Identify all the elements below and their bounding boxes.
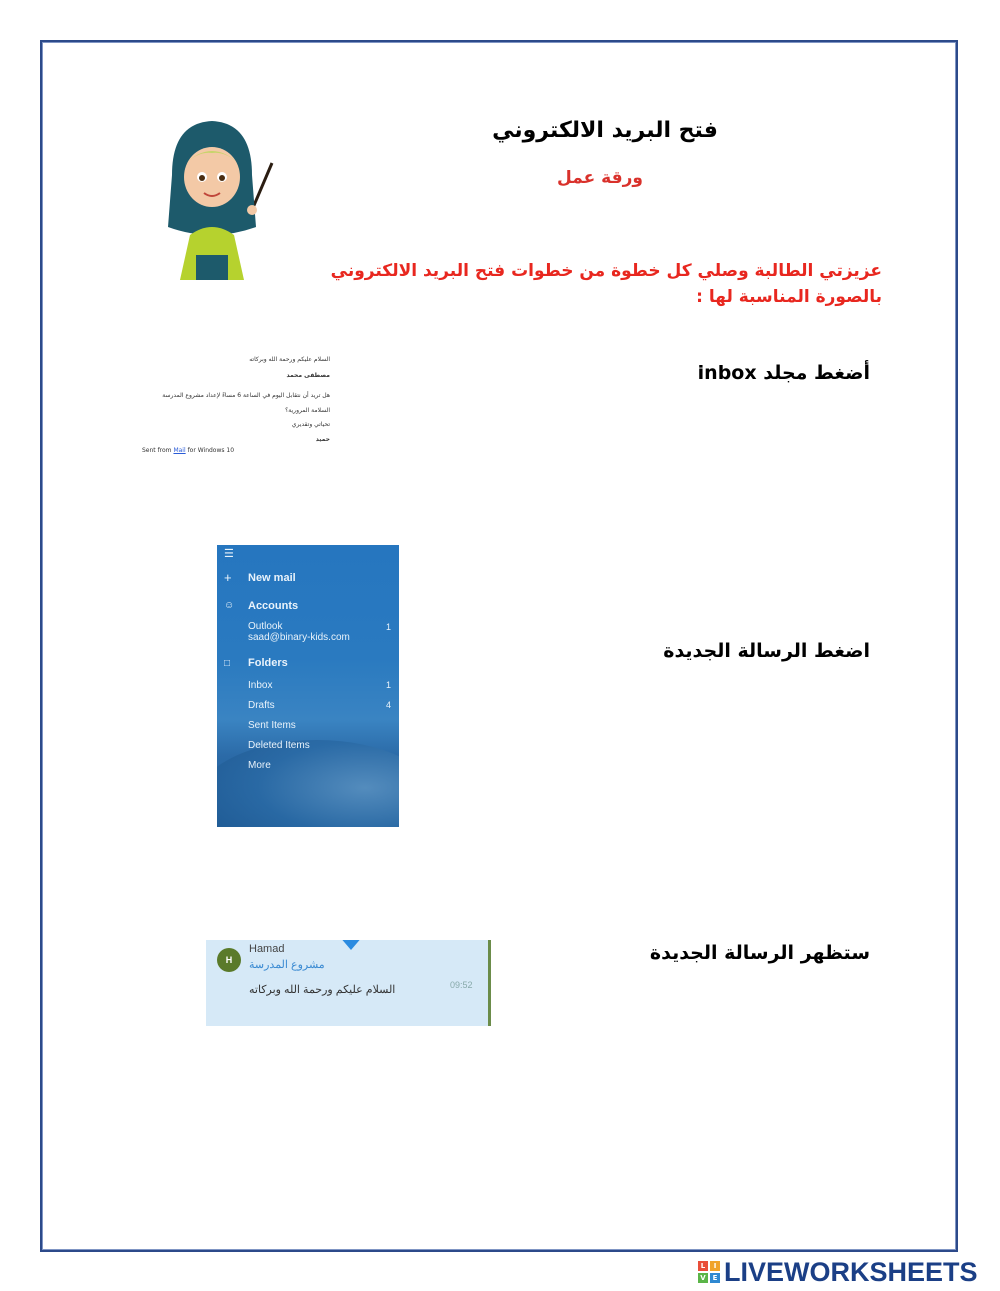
logo-text: LIVEWORKSHEETS — [724, 1256, 978, 1287]
message-subject: مشروع المدرسة — [249, 959, 325, 971]
selection-arrow-icon — [339, 940, 363, 950]
new-message-notification-image[interactable] — [206, 940, 491, 1026]
step-label-new-message-appears[interactable]: ستظهر الرسالة الجديدة — [649, 942, 870, 964]
message-time: 09:52 — [450, 980, 473, 990]
folder-deleted-items[interactable]: Deleted Items — [248, 740, 310, 751]
avatar: H — [217, 948, 241, 972]
mountain-background — [217, 740, 399, 827]
folder-sent-items[interactable]: Sent Items — [248, 720, 296, 731]
sent-prefix: Sent from — [142, 447, 172, 454]
mail-app-sidebar-image[interactable] — [217, 545, 399, 827]
worksheet-subtitle: ورقة عمل — [557, 168, 643, 188]
person-icon: ☺ — [224, 600, 235, 611]
email-signature — [142, 447, 234, 454]
email-line: السلامة المرورية؟ — [285, 407, 330, 414]
folder-icon: □ — [224, 658, 231, 669]
folder-drafts[interactable]: Drafts — [248, 700, 275, 711]
sent-suffix: for Windows 10 — [187, 447, 235, 454]
step-label-click-new-message[interactable]: اضغط الرسالة الجديدة — [663, 640, 870, 662]
email-line: مصطفى محمد — [286, 372, 330, 379]
email-line: السلام عليكم ورحمة الله وبركاته — [249, 356, 330, 363]
step-label-open-inbox[interactable]: أضغط مجلد inbox — [697, 362, 870, 384]
account-name[interactable]: Outlook — [248, 621, 283, 632]
instruction-text: عزيزتي الطالبة وصلي كل خطوة من خطوات فتح البريد الالكتروني بالصورة المناسبة لها : — [330, 261, 882, 307]
message-sender: Hamad — [249, 943, 285, 955]
hamburger-icon[interactable]: ☰ — [224, 548, 234, 560]
folder-more[interactable]: More — [248, 760, 271, 771]
email-line: تحياتي وتقديري — [291, 421, 330, 428]
liveworksheets-logo[interactable] — [698, 1258, 978, 1286]
account-count: 1 — [385, 622, 391, 632]
logo-block: V — [698, 1273, 708, 1283]
mail-link[interactable]: Mail — [173, 447, 186, 454]
folder-inbox-count: 1 — [385, 680, 391, 690]
accounts-heading[interactable]: Accounts — [248, 600, 299, 612]
email-line: حميد — [315, 436, 330, 443]
email-message-image[interactable] — [130, 350, 330, 460]
folder-inbox[interactable]: Inbox — [248, 680, 273, 691]
message-preview: السلام عليكم ورحمة الله وبركاته — [249, 984, 396, 996]
email-line: هل تريد أن نتقابل اليوم في الساعة 6 مساءً لإعداد مشروع المدرسة — [162, 392, 330, 399]
folder-drafts-count: 4 — [385, 700, 391, 710]
logo-block: L — [698, 1261, 708, 1271]
logo-block: E — [710, 1273, 720, 1283]
logo-block: I — [710, 1261, 720, 1271]
account-email: saad@binary-kids.com — [248, 632, 350, 643]
worksheet-title: فتح البريد الالكتروني — [492, 118, 718, 143]
teacher-illustration — [160, 115, 280, 280]
logo-blocks — [698, 1261, 720, 1283]
folders-heading[interactable]: Folders — [248, 657, 288, 669]
plus-icon: + — [224, 570, 232, 585]
new-mail-button[interactable]: New mail — [248, 572, 296, 584]
